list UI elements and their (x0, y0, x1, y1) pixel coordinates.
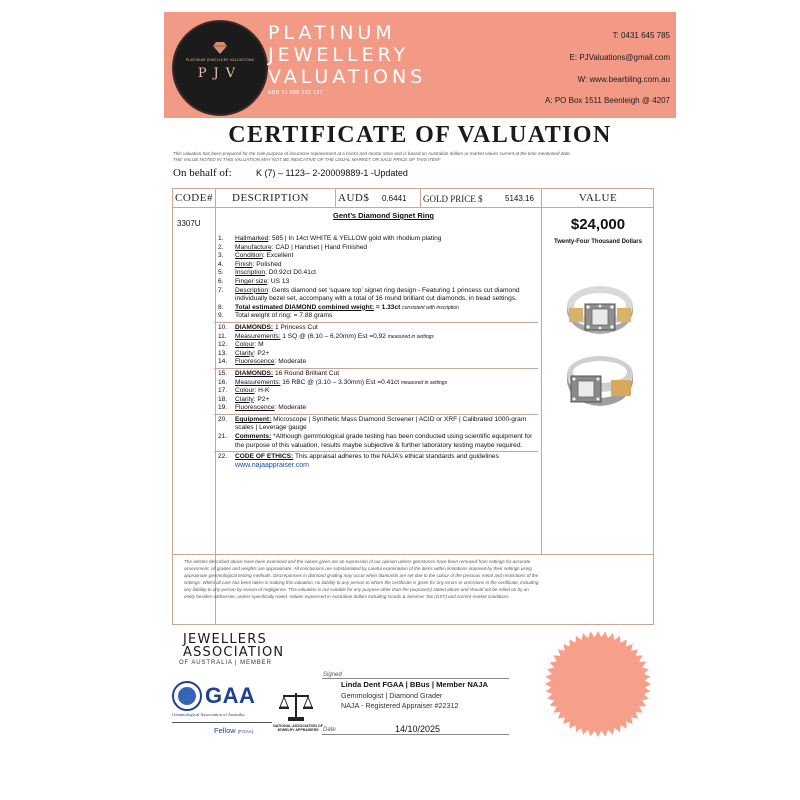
detail-value: : Excellent (262, 252, 294, 260)
aud-header-divider (420, 188, 421, 208)
date-line (322, 734, 509, 735)
detail-number: 15. (218, 369, 228, 377)
detail-value: This appraisal adheres to the NAJA’s ethical standards and guidelines (293, 453, 499, 461)
detail-number: 2. (218, 243, 224, 251)
detail-value: : D0.92ct D0.41ct (265, 269, 317, 277)
detail-label: Finish (235, 260, 253, 268)
detail-text (235, 387, 269, 396)
naja-website-link[interactable]: www.najaappraiser.com (235, 461, 309, 469)
detail-number: 10. (218, 323, 228, 331)
col-value: VALUE (578, 192, 618, 204)
detail-text (235, 350, 269, 359)
detail-text (235, 396, 269, 405)
detail-text (235, 235, 441, 244)
detail-row (218, 278, 538, 287)
detail-row (218, 387, 538, 396)
aud-rate: 0.6441 (382, 194, 407, 203)
detail-label: Finger size (235, 277, 268, 285)
detail-text (235, 304, 459, 313)
detail-value: : 585 | In 14ct WHITE & YELLOW gold with rhodium plating (268, 235, 442, 242)
detail-row (218, 324, 538, 333)
footnote-divider (172, 554, 654, 555)
detail-label: Description (235, 286, 268, 294)
item-title: Gent’s Diamond Signet Ring (333, 211, 434, 220)
contact-web: W: www.bearbling.com.au (577, 75, 670, 84)
detail-number: 6. (218, 277, 224, 285)
logo-ring-text: PLATINUM JEWELLERY VALUATIONS (185, 58, 255, 62)
detail-number: 8. (218, 303, 224, 311)
detail-number: 16. (218, 378, 228, 386)
desc-header-divider (335, 188, 336, 208)
detail-text (235, 261, 282, 270)
detail-value: Total weight of ring: = 7.88 grams (235, 312, 333, 320)
detail-text (235, 333, 434, 342)
detail-separator (214, 368, 538, 369)
detail-row (218, 404, 538, 413)
detail-label: Inscription (235, 269, 266, 277)
detail-label: Colour (235, 387, 255, 395)
detail-label: DIAMONDS: (235, 323, 274, 331)
detail-row (218, 269, 538, 278)
detail-value: *Although gemmological grade testing has been conducted using scientific equipment for the purpose of this valuation, results maybe subjective & further laboratory testing maybe required. (235, 433, 533, 449)
detail-value: 1 SQ @ (6.10 – 6.20mm) Est =0.92 (280, 332, 386, 340)
detail-number: 17. (218, 387, 228, 395)
detail-row (218, 350, 538, 359)
detail-value: : US 13 (267, 277, 290, 285)
scales-icon (278, 689, 314, 723)
detail-row (218, 396, 538, 405)
detail-number: 22. (218, 453, 228, 461)
detail-text (235, 269, 316, 278)
disclaimer-line-1: This valuation has been prepared for the sole purpose of insurance replacement at a bricks and mortar store and is based on Australian dollars or market values current at the time mentioned date. (173, 151, 571, 156)
detail-label: Measurements: (235, 378, 281, 386)
detail-number: 11. (218, 332, 227, 340)
ja-line-1: JEWELLERS (183, 632, 267, 647)
detail-value: : Gents diamond set ‘square top’ signet ring design - Featuring 1 princess cut diamond individually bezel set, accompany with a total of 16 round brilliant cut diamonds, in bead settings. (235, 286, 520, 303)
detail-number: 18. (218, 395, 228, 403)
detail-row (218, 379, 538, 388)
detail-text (235, 370, 339, 379)
detail-label: CODE OF ETHICS: (235, 453, 294, 461)
contact-address: A: PO Box 1511 Beenleigh @ 4207 (545, 96, 670, 105)
gaa-subtitle: Gemmological Association of Australia (172, 712, 245, 717)
detail-number: 21. (218, 433, 228, 441)
value-in-words: Twenty-Four Thousand Dollars (554, 239, 642, 245)
certificate-date: 14/10/2025 (395, 724, 441, 734)
detail-text (235, 358, 306, 367)
jewellers-association-logo (183, 633, 284, 659)
fellow-abbr: (FGAA) (237, 729, 254, 734)
value-amount: $24,000 (570, 216, 626, 233)
detail-label: Fluorescence (235, 404, 275, 412)
detail-row (218, 312, 538, 321)
detail-value: : Moderate (274, 358, 307, 366)
detail-number: 7. (218, 286, 224, 294)
detail-row (218, 358, 538, 367)
detail-value: = 1.33ct (374, 303, 401, 311)
detail-text (235, 244, 367, 253)
detail-label: Clarity (235, 349, 254, 357)
detail-label: Comments: (235, 433, 272, 441)
detail-label: Total estimated DIAMOND combined weight: (235, 303, 375, 311)
detail-row (218, 416, 538, 433)
detail-text (235, 252, 293, 261)
ring-photo-bottom (565, 350, 635, 410)
detail-separator (214, 451, 538, 452)
certificate-seal (545, 631, 651, 737)
detail-text (235, 341, 264, 350)
detail-separator (214, 322, 538, 323)
detail-number: 4. (218, 260, 224, 268)
contact-phone: T: 0431 645 785 (612, 31, 670, 40)
detail-value: : H-K (254, 387, 270, 395)
pjv-logo (172, 20, 268, 116)
table-header-divider (172, 207, 654, 208)
detail-label: Manufacture (235, 243, 272, 251)
detail-value: : P2+ (253, 395, 270, 403)
detail-separator (214, 414, 538, 415)
signer-role: Gemmologist | Diamond Grader (341, 691, 443, 700)
legal-footnote: The articles described above have been examined and the values given are an expression of our opinion unless gemstones have been removed from settings for accurate assessment, all grades and weights are approximate. All conclusions are substantiated by careful examination of the items within limitations imposed by their settings using appropriate gemmological testing methods. Discrepancies in diamond grading may occur when diamonds are set due to the colour of the precious metal and restrictions of the settings. Whilst all care has been taken in making this valuation, no liability to any person to whom the certificate is given for any errors or omissions in the certificate, including any liability to any person by reason of negligence. This valuation is not suitable for any purpose other than the purpose(s) stated above and should not be relied on by an entity besides addressee, unless specifically noted. Values expressed in Australian dollars including Goods & Services Tax (GST) and current market conditions. (184, 559, 539, 600)
detail-number: 1. (218, 235, 224, 242)
detail-text (235, 379, 447, 388)
detail-row (218, 453, 538, 470)
detail-label: Measurements: (235, 332, 281, 340)
detail-value: : Moderate (274, 404, 307, 412)
gaa-logo-text: GAA (205, 683, 256, 708)
detail-value: : Polished (252, 260, 282, 268)
ja-line-2: ASSOCIATION (183, 645, 285, 660)
gaa-globe-icon (172, 681, 202, 711)
detail-number: 3. (218, 252, 224, 260)
detail-label: Hallmarked (235, 235, 269, 242)
detail-note: consistent with inscription (402, 304, 459, 311)
detail-number: 20. (218, 415, 228, 423)
brand-line-1: PLATINUM (268, 22, 396, 44)
detail-row (218, 261, 538, 270)
detail-row (218, 433, 538, 450)
col-gold-label: GOLD PRICE $ (423, 194, 483, 204)
detail-label: Clarity (235, 395, 254, 403)
contact-email: E: PJValuations@gmail.com (569, 53, 670, 62)
detail-label: Colour (235, 341, 255, 349)
signature-line (322, 678, 509, 679)
detail-text (235, 416, 538, 433)
detail-value: Microscope | Synthetic Mass Diamond Screener | ACID or XRF | Calibrated 1000-gram scales | Leverage gauge (235, 415, 527, 432)
ring-photo-top (565, 276, 635, 336)
diamond-icon (213, 42, 227, 54)
detail-text (235, 404, 306, 413)
detail-row (218, 304, 538, 313)
detail-number: 14. (218, 358, 228, 366)
detail-row (218, 252, 538, 261)
detail-number: 12. (218, 341, 228, 349)
detail-number: 5. (218, 269, 224, 277)
gaa-underline (172, 722, 272, 723)
naja-caption: NATIONAL ASSOCIATION OF JEWELRY APPRAISERS (273, 724, 323, 733)
page-title: CERTIFICATE OF VALUATION (228, 122, 612, 148)
item-code: 3307U (177, 219, 201, 228)
detail-value: 1 Princess Cut (273, 323, 318, 331)
detail-label: DIAMONDS: (235, 369, 274, 377)
detail-note: measured in settings (387, 333, 434, 340)
detail-value: 16 RBC @ (3.10 – 3.30mm) Est =0.41ct (280, 378, 400, 386)
fellow-label: Fellow (214, 726, 236, 735)
detail-row (218, 370, 538, 379)
brand-line-2: JEWELLERY (268, 44, 410, 66)
detail-row (218, 333, 538, 342)
detail-text (235, 453, 499, 470)
detail-number: 19. (218, 404, 228, 412)
brand-line-3: VALUATIONS (268, 66, 427, 88)
detail-note: measured in settings (400, 379, 448, 386)
col-aud-label: AUD$ (338, 192, 370, 204)
detail-text (235, 312, 332, 321)
detail-row (218, 287, 538, 304)
gaa-fellow (214, 726, 253, 735)
detail-label: Condition (235, 252, 263, 260)
col-code: CODE# (175, 192, 213, 204)
on-behalf-label: On behalf of: (173, 167, 232, 179)
detail-text (235, 278, 289, 287)
disclaimer-line-2: THE VALUE NOTED IN THIS VALUATION MAY NOT BE INDICATIVE OF THE USUAL MARKET OR SALE PRICE OF THIS ITEM* (173, 157, 441, 162)
detail-label: Equipment: (235, 415, 272, 423)
logo-monogram: PJV (197, 66, 243, 81)
detail-row (218, 235, 538, 244)
detail-value: : M (254, 341, 264, 349)
detail-row (218, 244, 538, 253)
col-description: DESCRIPTION (232, 192, 310, 204)
on-behalf-value: K (7) – 1123– 2-20009889-1 -Updated (256, 168, 408, 178)
signer-name: Linda Dent FGAA | BBus | Member NAJA (341, 680, 488, 689)
detail-value: 16 Round Brilliant Cut (273, 369, 340, 377)
detail-value: : CAD | Handset | Hand Finished (271, 243, 368, 251)
detail-row (218, 341, 538, 350)
item-details-list (218, 235, 538, 470)
detail-label: Fluorescence (235, 358, 275, 366)
detail-text (235, 324, 318, 333)
detail-number: 13. (218, 349, 228, 357)
signed-label: Signed (323, 672, 342, 678)
gold-price: 5143.16 (505, 194, 534, 203)
detail-value: : P2+ (253, 349, 270, 357)
date-label: Date (323, 727, 336, 733)
abn-number: ABN 11 588 192 137 (268, 90, 324, 96)
detail-text (235, 433, 538, 450)
signer-registration: NAJA - Registered Appraiser #22312 (341, 701, 459, 710)
detail-text (235, 287, 538, 304)
detail-number: 9. (218, 312, 224, 320)
ja-member-line: OF AUSTRALIA | MEMBER (179, 660, 272, 666)
